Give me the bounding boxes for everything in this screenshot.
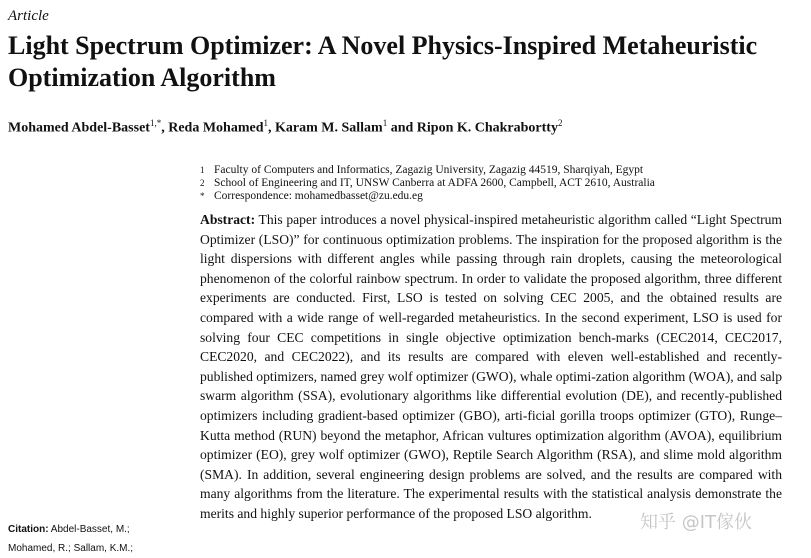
author-name: Reda Mohamed [168,120,264,136]
article-type-label: Article [8,8,49,24]
author-affiliation-marker: 1 [382,118,388,128]
abstract-label: Abstract: [200,212,256,227]
citation-line-1: Abdel-Basset, M.; [50,524,130,535]
correspondence-text: Correspondence: mohamedbasset@zu.edu.eg [214,190,423,202]
paper-title: Light Spectrum Optimizer: A Novel Physics-Inspired Metaheuristic Optimization Algorithm [8,31,758,92]
abstract [200,210,782,524]
affiliation-marker: 1 [200,165,205,175]
author-affiliation-marker: 2 [557,118,563,128]
author-name: Karam M. Sallam [274,120,383,136]
affiliation-line [200,177,655,190]
author-separator: , [267,120,275,136]
affiliation-text: School of Engineering and IT, UNSW Canberra at ADFA 2600, Campbell, ACT 2610, Australia [214,177,655,189]
author-affiliation-marker: 1,* [149,118,162,128]
affiliations [200,164,655,203]
correspondence-marker: * [200,191,205,201]
author-list [8,118,562,137]
author-separator: , [161,120,169,136]
watermark: 知乎 @IT傢伙 [640,512,753,533]
author-name: Ripon K. Chakrabortty [416,120,558,136]
citation-label: Citation: [8,524,49,535]
author-affiliation-marker: 1 [263,118,268,128]
affiliation-line [200,164,655,177]
citation-line-2: Mohamed, R.; Sallam, K.M.; [8,543,134,554]
correspondence-line [200,190,655,203]
author-name: Mohamed Abdel-Basset [8,120,150,136]
author-separator: and [387,120,417,136]
citation-box [8,520,133,558]
abstract-text: This paper introduces a novel physical-inspired metaheuristic algorithm called “Light Spectrum Optimizer (LSO)” for continuous optimization problems. The inspiration for the proposed algorithm is the light dispersions with different angles while passing through rain droplets, causing the meteorological phenomenon of the colorful rainbow spectrum. In order to validate the proposed algorithm, three different experiments are conducted. First, LSO is tested on solving CEC 2005, and the obtained results are compared with a wide range of well-regarded metaheuristics. In the second experiment, LSO is used for solving four CEC competitions in single objective optimization bench-marks (CEC2014, CEC2017, CEC2020, and CEC2022), and its results are compared with eleven well-established and recently-published optimizers, named grey wolf optimizer (GWO), whale optimi-zation algorithm (WOA), and salp swarm algorithm (SSA), evolutionary algorithms like differential evolution (DE), and recently-published optimizers including gradient-based optimizer (GBO), arti-ficial gorilla troops optimizer (GTO), Runge–Kutta method (RUN) beyond the metaphor, African vultures optimization algorithm (AVOA), equilibrium optimizer (EO), grey wolf optimizer (GWO), Reptile Search Algorithm (RSA), and slime mold algorithm (SMA). In addition, several engineering design problems are solved, and the results are compared with many algorithms from the literature. The experimental results with the statistical analysis demonstrate the merits and highly superior performance of the proposed LSO algorithm. [200,212,782,521]
affiliation-text: Faculty of Computers and Informatics, Zagazig University, Zagazig 44519, Sharqiyah, Egypt [214,164,644,176]
affiliation-marker: 2 [200,178,205,188]
